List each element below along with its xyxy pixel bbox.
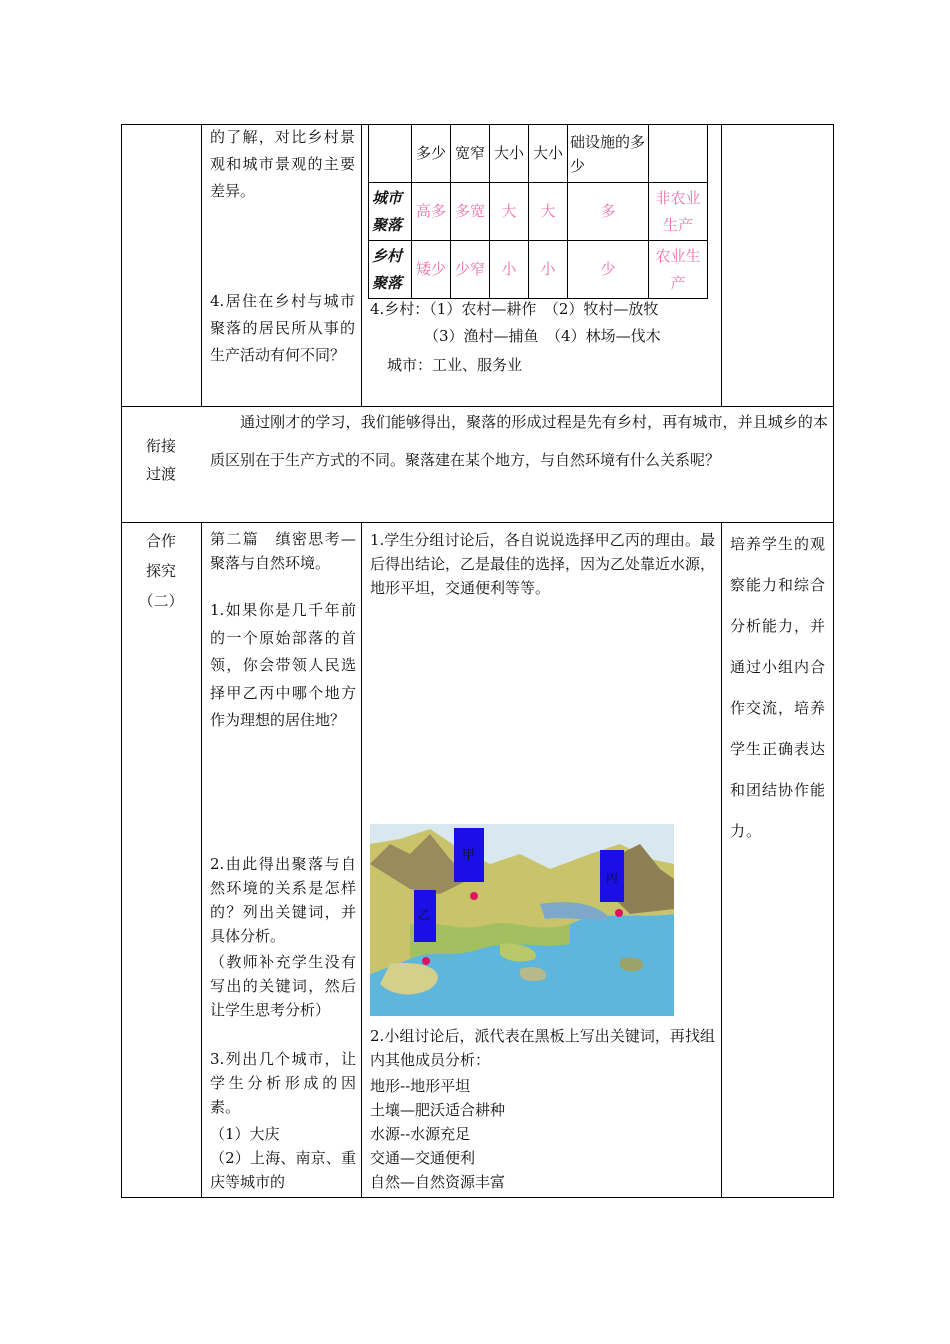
cooperation-intro: 第二篇 缜密思考—聚落与自然环境。 bbox=[210, 530, 356, 572]
cooperation-answer1: 1.学生分组讨论后，各自说说选择甲乙丙的理由。最后得出结论，乙是最佳的选择，因为乙处靠近水源，地形平坦，交通便利等等。 bbox=[370, 531, 715, 597]
cooperation-goal: 培养学生的观察能力和综合分析能力，并通过小组内合作交流，培养学生正确表达和团结协作能力。 bbox=[730, 535, 826, 840]
cooperation-label-line2: 探究 bbox=[145, 562, 176, 580]
transition-label bbox=[121, 432, 201, 488]
table-cell: 少 bbox=[568, 241, 649, 299]
table-cell: 小 bbox=[529, 241, 568, 299]
map-label-bing: 丙 bbox=[606, 871, 619, 885]
cooperation-q1: 1.如果你是几千年前的一个原始部落的首领，你会带领人民选择甲乙丙中哪个地方作为理想的居住地？ bbox=[210, 601, 356, 729]
keyword-item: 自然—自然资源丰富 bbox=[370, 1173, 506, 1191]
table-cell: 大 bbox=[490, 183, 529, 241]
table-cell: 大 bbox=[529, 183, 568, 241]
cooperation-label bbox=[121, 526, 201, 616]
keyword-item: 水源--水源充足 bbox=[370, 1125, 471, 1143]
cooperation-label-line1: 合作 bbox=[145, 532, 176, 550]
comparison-row-city bbox=[369, 183, 708, 241]
transition-text bbox=[210, 403, 828, 479]
table-cell: 矮少 bbox=[412, 241, 451, 299]
header-cell: 多少 bbox=[412, 125, 451, 183]
keyword-item: 土壤—肥沃适合耕种 bbox=[370, 1101, 506, 1119]
table-cell: 高多 bbox=[412, 183, 451, 241]
map-label-jia: 甲 bbox=[462, 848, 476, 863]
cooperation-answer2: 2.小组讨论后，派代表在黑板上写出关键词，再找组内其他成员分析： bbox=[370, 1027, 715, 1069]
keyword-item: 交通—交通便利 bbox=[370, 1149, 476, 1167]
comparison-table bbox=[368, 124, 708, 298]
cooperation-q2: 2.由此得出聚落与自然环境的关系是怎样的？列出关键词，并具体分析。 bbox=[210, 855, 356, 945]
question-cell-top bbox=[210, 124, 355, 205]
header-cell: 大小 bbox=[490, 125, 529, 183]
cooperation-q3: 3.列出几个城市，让学生分析形成的因素。 bbox=[210, 1050, 356, 1116]
answer-4-line2: （3）渔村—捕鱼 （4）林场—伐木 bbox=[424, 327, 661, 345]
comparison-row-village bbox=[369, 241, 708, 299]
transition-label-line1: 衔接 bbox=[145, 437, 176, 455]
cooperation-label-line3: （二） bbox=[138, 592, 184, 610]
table-cell: 农业生产 bbox=[649, 241, 708, 299]
cooperation-q3-item2: （2）上海、南京、重庆等城市的 bbox=[210, 1149, 356, 1191]
landscape-map-illustration bbox=[370, 824, 674, 1016]
comparison-header-row bbox=[369, 125, 708, 183]
question-4-text: 4.居住在乡村与城市聚落的居民所从事的生产活动有何不同？ bbox=[210, 292, 355, 364]
header-cell bbox=[369, 125, 412, 183]
landscape-map-svg bbox=[370, 824, 674, 1016]
table-cell: 非农业生产 bbox=[649, 183, 708, 241]
answer-4-line1: 4.乡村：（1）农村—耕作 （2）牧村—放牧 bbox=[370, 300, 659, 318]
table-cell: 多宽 bbox=[451, 183, 490, 241]
table-cell: 小 bbox=[490, 241, 529, 299]
cooperation-q3-item1: （1）大庆 bbox=[210, 1125, 280, 1143]
table-cell: 多 bbox=[568, 183, 649, 241]
row-label: 城市聚落 bbox=[369, 183, 412, 241]
header-cell: 础设施的多少 bbox=[568, 125, 649, 183]
map-label-yi: 乙 bbox=[418, 908, 431, 922]
keyword-list bbox=[370, 1074, 715, 1194]
row-label: 乡村聚落 bbox=[369, 241, 412, 299]
transition-label-line2: 过渡 bbox=[145, 465, 176, 483]
question-4 bbox=[210, 288, 355, 369]
transition-paragraph: 通过刚才的学习，我们能够得出，聚落的形成过程是先有乡村，再有城市，并且城乡的本质区别在于生产方式的不同。聚落建在某个地方，与自然环境有什么关系呢？ bbox=[210, 413, 828, 469]
header-cell: 宽窄 bbox=[451, 125, 490, 183]
keyword-item: 地形--地形平坦 bbox=[370, 1077, 471, 1095]
header-cell: 大小 bbox=[529, 125, 568, 183]
answer-4-line3: 城市：工业、服务业 bbox=[387, 356, 523, 374]
header-cell bbox=[649, 125, 708, 183]
cooperation-q2-note: （教师补充学生没有写出的关键词，然后让学生思考分析） bbox=[210, 953, 356, 1019]
table-cell: 少窄 bbox=[451, 241, 490, 299]
question-text-contrast: 的了解，对比乡村景观和城市景观的主要差异。 bbox=[210, 128, 355, 200]
